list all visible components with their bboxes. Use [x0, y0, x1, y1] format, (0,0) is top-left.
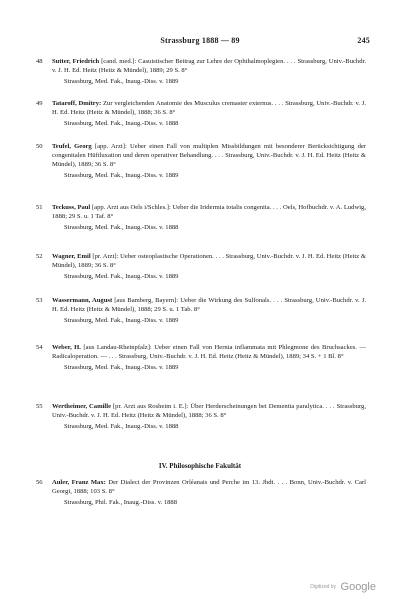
entry-dissertation-note: Strassburg, Med. Fak., Inaug.-Diss. v. 1889	[64, 78, 179, 85]
entry-body	[52, 478, 366, 507]
bibliography-entry	[36, 296, 366, 325]
entry-text: [pr. Arzt aus Rosheim i. E.]: Über Herderscheinungen bei Dementia paralytica. . . . Strassburg, Univ.-Buchdr. v. J. H. Ed. Heitz (Heitz & Mündel), 1888; 36 S. 8°	[52, 403, 366, 419]
entry-number: 53	[36, 297, 43, 304]
entry-author: Auler, Franz Max:	[52, 479, 106, 486]
entry-author: Wertheimer, Camille	[52, 403, 112, 410]
bibliography-entry	[36, 142, 366, 180]
entry-number: 52	[36, 253, 43, 260]
entry-dissertation-note: Strassburg, Med. Fak., Inaug.-Diss. v. 1888	[64, 120, 179, 127]
entry-author: Wassermann, August	[52, 297, 113, 304]
entry-body	[52, 142, 366, 180]
entry-number: 49	[36, 100, 43, 107]
bibliography-entry	[36, 478, 366, 507]
entry-body	[52, 99, 366, 128]
entry-author: Weber, H.	[52, 344, 81, 351]
entry-author: Wagner, Emil	[52, 253, 91, 260]
entry-author: Teufel, Georg	[52, 143, 92, 150]
bibliography-entry	[36, 99, 366, 128]
entry-body	[52, 296, 366, 325]
running-head	[0, 36, 400, 48]
page-number: 245	[357, 36, 370, 45]
entry-text: [aus Bamberg, Bayern]: Ueber die Wirkung des Sulfonals. . . . Strassburg, Univ.-Buchdr. v. J. H. Ed. Heitz (Heitz & Mündel), 1888; 29 S. u. 1 Tab. 8°	[52, 297, 366, 313]
entry-author: Tataroff, Dmitry:	[52, 100, 102, 107]
section-heading: IV. Philosophische Fakultät	[158, 462, 242, 470]
bibliography-entry	[36, 343, 366, 372]
entry-dissertation-note: Strassburg, Med. Fak., Inaug.-Diss. v. 1889	[64, 172, 179, 179]
bibliography-entry	[36, 252, 366, 281]
bibliography-entry	[36, 57, 366, 86]
watermark-brand: Google	[340, 580, 376, 593]
entry-author: Sutter, Friedrich	[52, 58, 100, 65]
entry-number: 55	[36, 403, 43, 410]
entry-number: 50	[36, 143, 43, 150]
entry-dissertation-note: Strassburg, Med. Fak., Inaug.-Diss. v. 1889	[64, 273, 179, 280]
entry-dissertation-note: Strassburg, Med. Fak., Inaug.-Diss. v. 1888	[64, 423, 179, 430]
entry-body	[52, 343, 366, 372]
entry-dissertation-note: Strassburg, Phil. Fak., Inaug.-Diss. v. 1888	[64, 499, 178, 506]
entry-dissertation-note: Strassburg, Med. Fak., Inaug.-Diss. v. 1888	[64, 224, 179, 231]
entry-number: 51	[36, 204, 43, 211]
entry-text: Der Dialect der Provinzen Orléanais und Perche im 13. Jhdt. . . . Bonn, Univ.-Buchdr. v. Carl Georgi, 1888; 103 S. 8°	[52, 479, 367, 495]
entry-text: [pr. Arzt]: Ueber osteoplastische Operationen. . . . Strassburg, Univ.-Buchdr. v. J. H. Ed. Heitz (Heitz & Mündel), 1889; 36 S. 8°	[52, 253, 366, 269]
entry-number: 56	[36, 479, 43, 486]
bibliography-entry	[36, 203, 366, 232]
entry-number: 54	[36, 344, 43, 351]
entry-text: [cand. med.]: Casuistischer Beitrag zur Lehre der Ophthalmoplegien. . . . Strassburg, Univ.-Buchdr. v. J. H. Ed. Heitz (Heitz & Mündel), 1889; 29 S. 8°	[52, 58, 366, 74]
entry-dissertation-note: Strassburg, Med. Fak., Inaug.-Diss. v. 1889	[64, 364, 179, 371]
digitization-watermark	[310, 578, 376, 596]
watermark-prefix: Digitized by	[310, 583, 337, 590]
entry-body	[52, 252, 366, 281]
entry-text: Zur vergleichenden Anatomie des Musculus cremaster externus. . . . Strassburg, Univ.-Buchdr. v. J. H. Ed. Heitz (Heitz & Mündel), 1888; 36 S. 8°	[52, 100, 366, 116]
entry-dissertation-note: Strassburg, Med. Fak., Inaug.-Diss. v. 1889	[64, 317, 179, 324]
entry-body	[52, 57, 366, 86]
entry-text: [aus Landau-Rheinpfalz]: Ueber einen Fall von Hernia inflammata mit Phlegmone des Bruchsackes. — Radicaloperation. — . . . Strassburg, Univ.-Buchdr. v. J. H. Ed. Heitz (Heitz & Mündel), 1889; 34 S. + 1 Bl. 8°	[52, 344, 366, 360]
entry-body	[52, 402, 366, 431]
entry-text: [app. Arzt aus Oels i/Schles.]: Ueber die Iridermia totalis congenita. . . . Oels, Hofbuchdr. v. A. Ludwig, 1888; 29 S. u. 1 Taf. 8°	[52, 204, 366, 220]
bibliography-entry	[36, 402, 366, 431]
entry-author: Teckuss, Paul	[52, 204, 91, 211]
running-head-title: Strassburg 1888 — 89	[160, 36, 240, 45]
entry-text: [app. Arzt]: Ueber einen Fall von multiplen Missbildungen mit besonderer Berücksichtigung der congenitalen Hüftluxation und deren operativer Behandlung. . . . Strassburg, Univ.-Buchdr. v. J. H. Ed. Heitz (Heitz & Mündel), 1889; 36 S. 8°	[52, 143, 367, 168]
entry-number: 48	[36, 58, 43, 65]
entry-body	[52, 203, 366, 232]
